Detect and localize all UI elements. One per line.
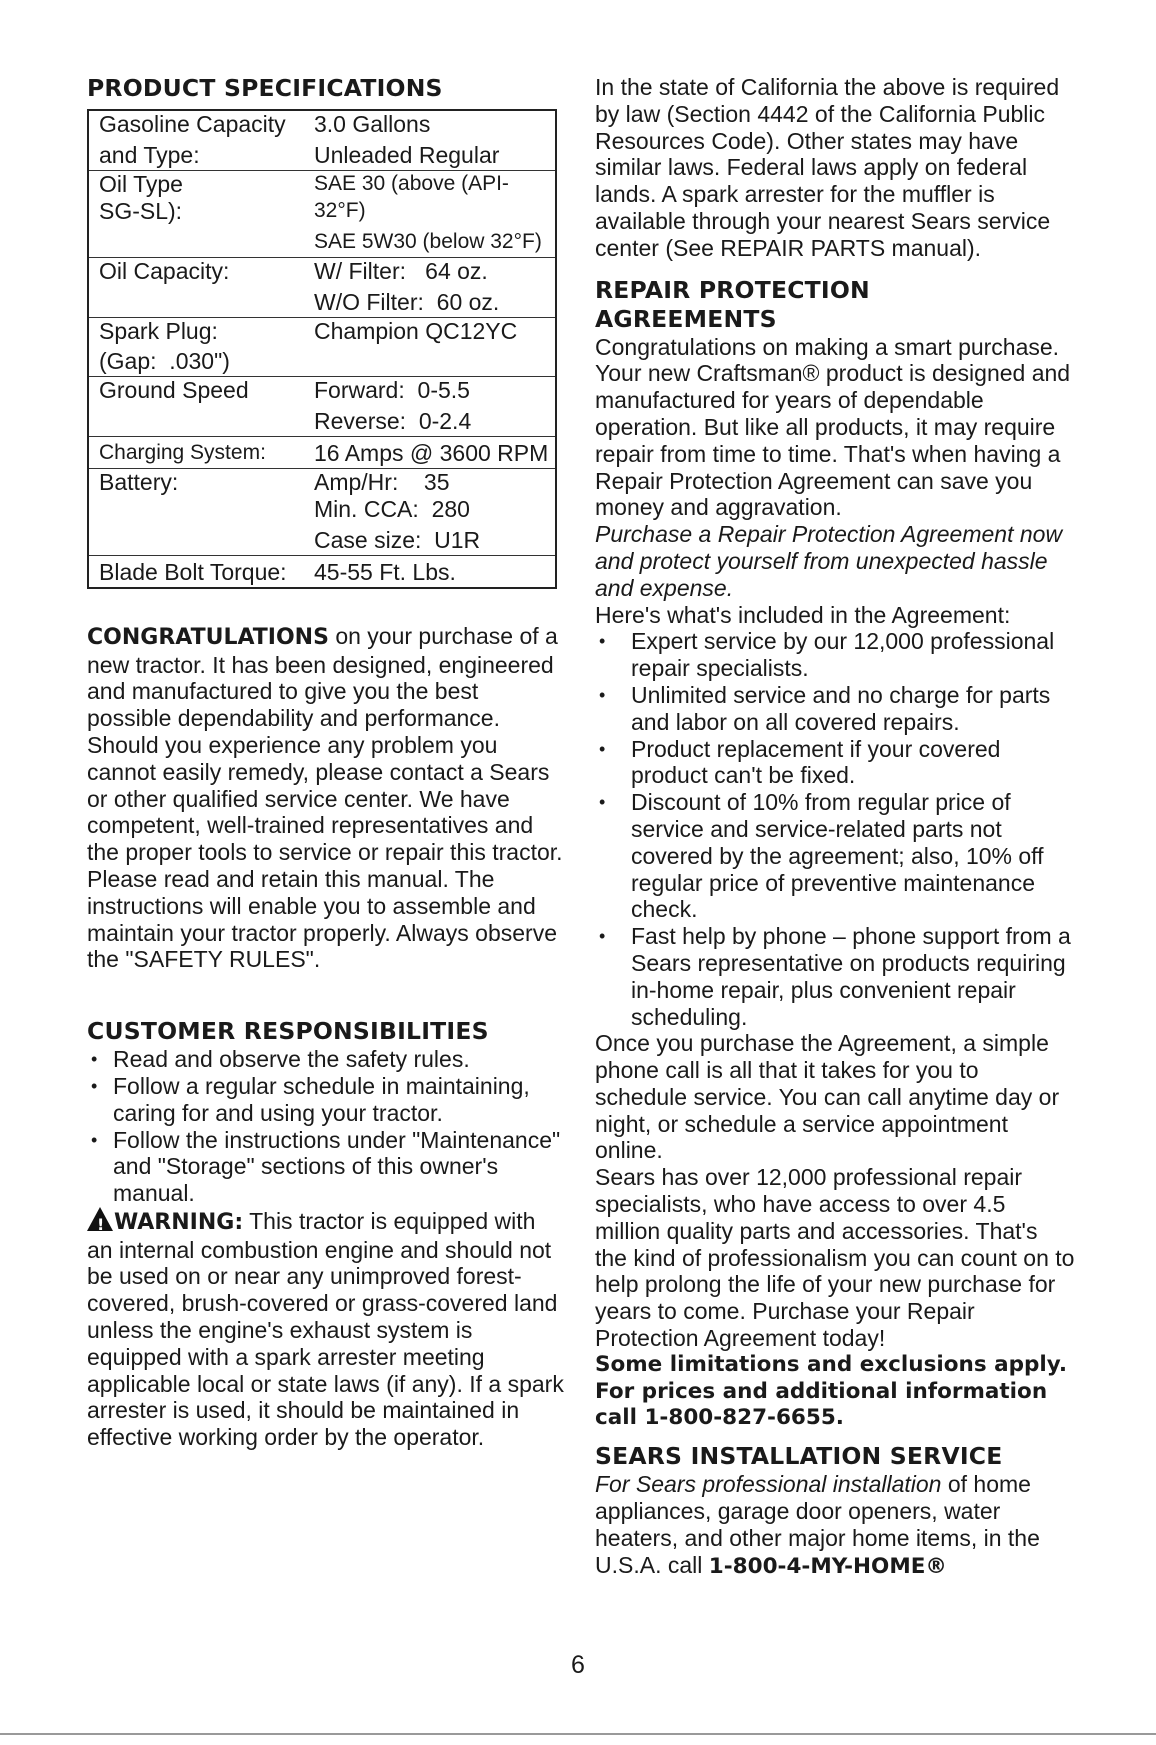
page-number: 6 xyxy=(571,1651,585,1679)
spec-value: Case size: U1R xyxy=(314,524,556,555)
spec-label: Battery: xyxy=(99,468,179,495)
spec-value: W/O Filter: 60 oz. xyxy=(314,286,556,317)
manual-paragraph: Please read and retain this manual. The instructions will enable you to assemble and maintain your tractor properly. Always observe the "SAFETY RULES". xyxy=(87,865,557,973)
spec-label: SG-SL): xyxy=(99,198,183,225)
spec-value: Unleaded Regular xyxy=(314,139,556,170)
spec-value: Champion QC12YC xyxy=(314,317,518,344)
spec-label: and Type: xyxy=(88,139,314,170)
spec-value: 45-55 Ft. Lbs. xyxy=(314,555,556,587)
table-row xyxy=(88,226,556,257)
spec-value: 3.0 Gallons xyxy=(314,111,431,137)
list-item: • Unlimited service and no charge for parts and labor on all covered repairs. xyxy=(595,682,1075,736)
responsibilities-list xyxy=(87,1046,567,1207)
table-row xyxy=(88,496,556,524)
table-row xyxy=(88,405,556,436)
sears-installation-heading: SEARS INSTALLATION SERVICE xyxy=(595,1442,1003,1471)
table-row xyxy=(88,555,556,587)
repair-protection-heading: REPAIR PROTECTION AGREEMENTS xyxy=(595,275,870,333)
table-row xyxy=(88,317,556,345)
spec-label: (Gap: .030") xyxy=(88,345,314,376)
list-item: • Follow the instructions under "Maintenance" and "Storage" sections of this owner's manual. xyxy=(87,1127,567,1207)
list-item: • Fast help by phone – phone support from a Sears representative on products requiring in-home repair, plus convenient repair scheduling. xyxy=(595,923,1075,1030)
table-row xyxy=(88,436,556,468)
table-row xyxy=(88,345,556,376)
service-paragraph: Should you experience any problem you cannot easily remedy, please contact a Sears or other qualified service center. We have competent, well-trained representatives and the proper tools to service or repair this tractor. xyxy=(87,731,563,866)
spec-value: Reverse: 0-2.4 xyxy=(314,405,556,436)
spec-label: Oil Type xyxy=(99,170,183,197)
list-item: • Expert service by our 12,000 professional repair specialists. xyxy=(595,628,1075,682)
table-row xyxy=(88,170,556,198)
warning-paragraph: !WARNING: This tractor is equipped with an internal combustion engine and should not be used on or near any unimproved forest-covered, brush-covered or grass-covered land unless the engine's exhaust system is equipped with a spark arrester meeting applicable local or state laws (if any). If a spark arrester is used, it should be maintained in effective working order by the operator. xyxy=(87,1207,567,1451)
table-row xyxy=(88,524,556,555)
spec-value: Min. CCA: 280 xyxy=(314,496,470,523)
table-row xyxy=(88,110,556,139)
spec-value: 16 Amps @ 3600 RPM xyxy=(314,436,556,468)
included-intro: Here's what's included in the Agreement: xyxy=(595,601,1011,628)
table-row xyxy=(88,257,556,285)
customer-responsibilities-heading: CUSTOMER RESPONSIBILITIES xyxy=(87,1017,489,1046)
installation-paragraph: For Sears professional installation of home appliances, garage door openers, water heaters, and other major home items, in the U.S.A. call 1-800-4-MY-HOME® xyxy=(595,1471,1040,1579)
table-row xyxy=(88,286,556,317)
spec-value: Forward: 0-5.5 xyxy=(314,377,470,404)
spec-label: Oil Capacity: xyxy=(99,257,230,284)
installation-phone: 1-800-4-MY-HOME® xyxy=(708,1553,947,1579)
congratulations-paragraph: CONGRATULATIONS on your purchase of a new tractor. It has been designed, engineered and manufactured to give you the best possible dependability and performance. xyxy=(87,622,558,732)
spec-value: SAE 5W30 (below 32°F) xyxy=(314,226,556,257)
table-row xyxy=(88,198,556,226)
product-specifications-heading: PRODUCT SPECIFICATIONS xyxy=(87,74,443,102)
rpa-paragraph: Congratulations on making a smart purchase. Your new Craftsman® product is designed and manufactured for years of dependable operation. But like all products, it may require repair from time to time. That's when having a Repair Protection Agreement can save you money and aggravation. xyxy=(595,333,1071,521)
warning-lead: WARNING: xyxy=(114,1209,244,1235)
list-item: • Product replacement if your covered product can't be fixed. xyxy=(595,736,1075,790)
spec-value: 32°F) xyxy=(314,199,366,223)
rpa-italic-paragraph: Purchase a Repair Protection Agreement now and protect yourself from unexpected hassle and expense. xyxy=(595,521,1063,601)
table-row xyxy=(88,377,556,405)
agreement-benefits-list xyxy=(595,628,1075,1030)
warning-triangle-icon xyxy=(87,1207,113,1231)
spec-label: Ground Speed xyxy=(99,377,249,404)
bottom-divider xyxy=(0,1733,1156,1735)
spec-label: Blade Bolt Torque: xyxy=(88,555,314,587)
specifications-table xyxy=(87,109,557,589)
congratulations-lead: CONGRATULATIONS xyxy=(87,624,329,650)
table-row xyxy=(88,139,556,170)
list-item: • Discount of 10% from regular price of service and service-related parts not covered by the agreement; also, 10% off regular price of preventive maintenance check. xyxy=(595,789,1075,923)
spec-label: Charging System: xyxy=(88,436,314,468)
spec-value: Amp/Hr: 35 xyxy=(314,468,450,495)
right-column xyxy=(595,74,1075,1580)
left-column xyxy=(87,74,567,1451)
sears-paragraph: Sears has over 12,000 professional repair specialists, who have access to over 4.5 million quality parts and accessories. That's the kind of professionalism you can count on to help prolong the life of your new purchase for years to come. Purchase your Repair Protection Agreement today! xyxy=(595,1164,1075,1352)
list-item: • Follow a regular schedule in maintaining, caring for and using your tractor. xyxy=(87,1073,567,1127)
once-paragraph: Once you purchase the Agreement, a simple phone call is all that it takes for you to schedule service. You can call anytime day or night, or schedule a service appointment online. xyxy=(595,1030,1060,1164)
spec-value: SAE 30 (above (API- xyxy=(314,171,509,195)
table-row xyxy=(88,468,556,496)
california-paragraph: In the state of California the above is required by law (Section 4442 of the California Public Resources Code). Other states may have similar laws. Federal laws apply on federal lands. A spark arrester for the muffler is available through your nearest Sears service center (See REPAIR PARTS manual). xyxy=(595,74,1060,261)
spec-label: Spark Plug: xyxy=(99,317,218,344)
limitations-paragraph: Some limitations and exclusions apply. For prices and additional information call 1-800-827-6655. xyxy=(595,1351,1067,1431)
spec-value: W/ Filter: 64 oz. xyxy=(314,257,488,284)
list-item: • Read and observe the safety rules. xyxy=(87,1046,567,1073)
spec-label: Gasoline Capacity xyxy=(99,111,286,137)
